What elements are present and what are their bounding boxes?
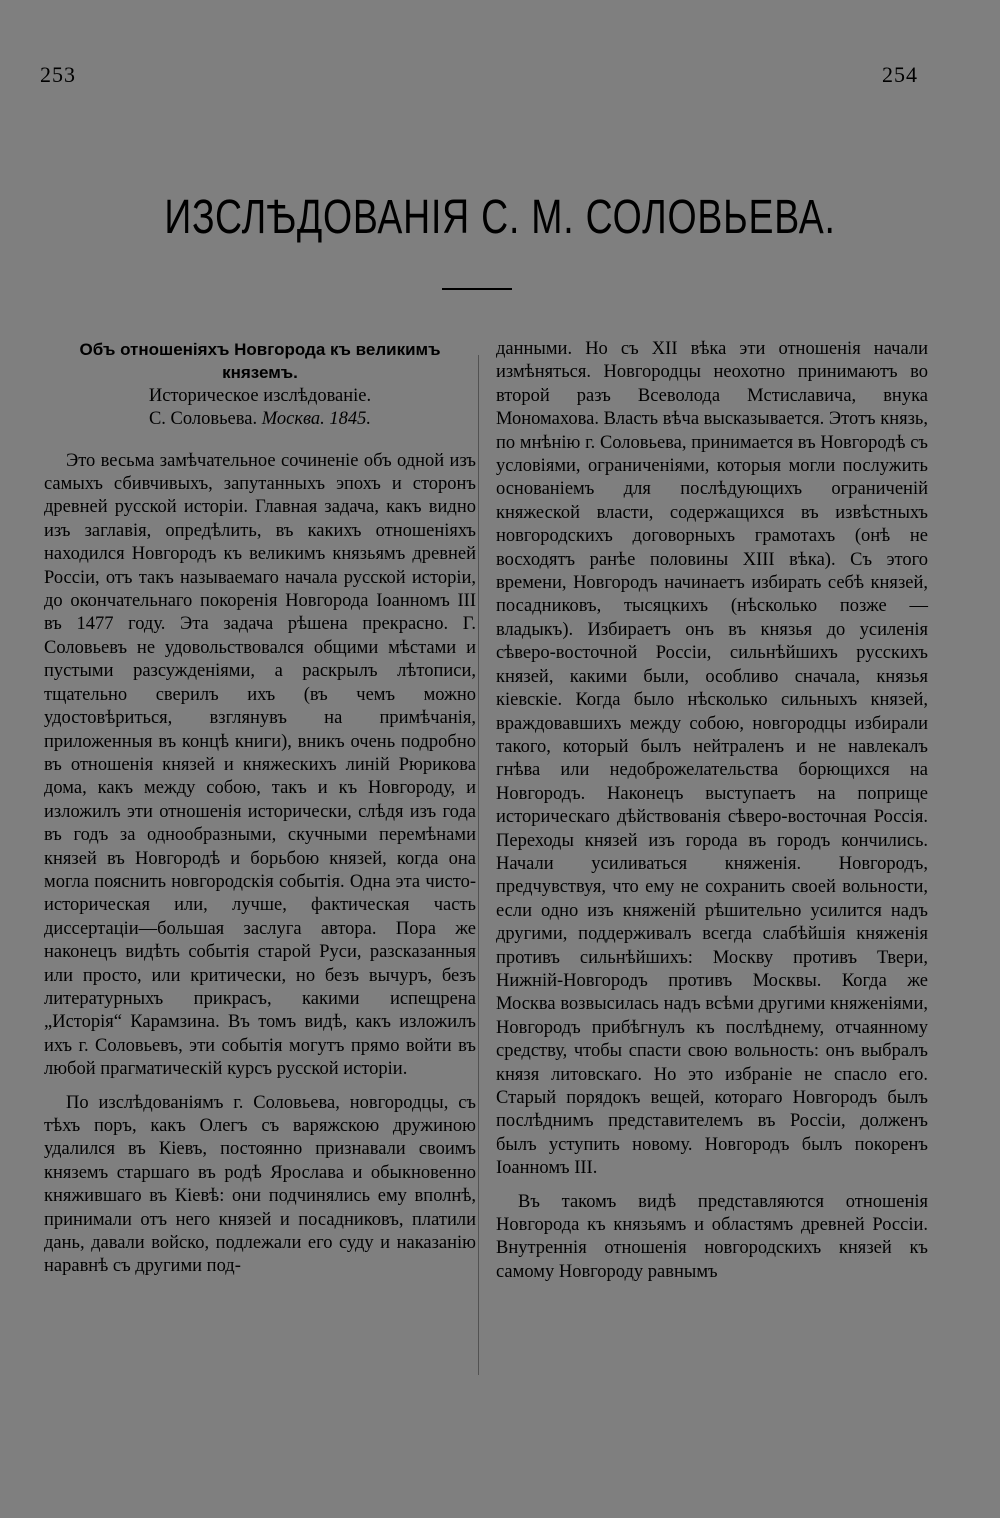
right-paragraph-1: данными. Но съ XII вѣка эти отношенія начали измѣняться. Новгородцы неохотно принимаютъ во второй разъ Всеволода Мстиславича, внука Мономахова. Власть вѣча высказывается. Этотъ князь, по мнѣнію г. Соловьева, принимается въ Новгородѣ съ условіями, ограниченіями, которыя могли послужить основаніемъ для послѣдующихъ ограниченій княжеской власти, содержащихся въ извѣстныхъ новгородскихъ договорныхъ грамотахъ (онѣ не восходятъ ранѣе половины XIII вѣка). Съ этого времени, Новгородъ начинаетъ избирать себѣ князей, посадниковъ, тысяцкихъ (нѣсколько позже — владыкъ). Избираетъ онъ въ князья до усиленія сѣверо-восточной Россіи, сильнѣйшихъ русскихъ князей, какими были, особливо сначала, князья кіевскіе. Когда было нѣсколько сильныхъ князей, враждовавшихъ между собою, новгородцы избирали такого, который былъ нейтраленъ и не навлекалъ гнѣва или недоброжелательства борющихся на Новгородъ. Наконецъ выступаетъ на поприще историческаго дѣйствованія сѣверо-восточная Россія. Переходы князей изъ города въ городъ кончились. Начали усиливаться княженія. Новгородъ, предчувствуя, что ему не сохранить своей вольности, если одно изъ княженій рѣшительно усилится надъ другими, поддерживалъ всегда слабѣйшія княженія противъ сильнѣйшихъ: Москву противъ Твери, Нижній-Новгородъ противъ Москвы. Когда же Москва возвысилась надъ всѣми другими княженіями, Новгородъ прибѣгнулъ къ послѣднему, отчаянному средству, чтобы спасти свою вольность: онъ выбралъ князя литовскаго. Но это избраніе не спасло его. Старый порядокъ вещей, котораго Новгородъ былъ послѣднимъ представителемъ въ Россіи, долженъ былъ уступить новому. Новгородъ былъ покоренъ Іоанномъ III. [496, 339, 928, 1179]
review-title: Объ отношеніяхъ Новгорода къ великимъ княземъ. [79, 340, 441, 383]
column-divider [478, 355, 479, 1375]
right-paragraph-2: Въ такомъ видѣ представляются отношенія Новгорода къ князьямъ и областямъ древней Россіи. Внутреннія отношенія новгородскихъ князей къ самому Новгороду равнымъ [496, 1191, 928, 1282]
left-paragraph-2: По изслѣдованіямъ г. Соловьева, новгородцы, съ тѣхъ поръ, какъ Олегъ съ варяжскою дружиною удалился въ Кіевъ, постоянно признавали своимъ княземъ старшаго въ родѣ Ярослава и обыкновенно княжившаго въ Кіевѣ: они подчинялись ему вполнѣ, принимали отъ него князей и посадниковъ, платили дань, давали войско, подлежали его суду и наказанію наравнѣ съ другими под- [44, 1092, 476, 1277]
review-place-year: Москва. 1845. [261, 409, 372, 430]
left-column [44, 338, 476, 1279]
page-heading: ИЗСЛѢДОВАНІЯ С. М. СОЛОВЬЕВА. [164, 191, 836, 244]
review-header [44, 338, 476, 432]
right-column [496, 338, 928, 1284]
review-author: С. Соловьева. [148, 409, 258, 430]
page-number-left: 253 [40, 62, 76, 87]
review-subtitle: Историческое изслѣдованіе. [148, 385, 372, 406]
page-number-right: 254 [882, 62, 918, 87]
heading-divider [442, 288, 512, 290]
left-paragraph-1: Это весьма замѣчательное сочиненіе объ одной изъ самыхъ сбивчивыхъ, запутанныхъ эпохъ и сторонъ древней русской исторіи. Главная задача, какъ видно изъ заглавія, опредѣлить, въ какихъ отношеніяхъ находился Новгородъ къ великимъ князьямъ древней Россіи, отъ такъ называемаго начала русской исторіи, до окончательнаго покоренія Новгорода Іоанномъ III въ 1477 году. Эта задача рѣшена прекрасно. Г. Соловьевъ не удовольствовался общими мѣстами и пустыми разсужденіями, а раскрылъ лѣтописи, тщательно сверилъ ихъ (въ чемъ можно удостовѣриться, взглянувъ на примѣчанія, приложенныя въ концѣ книги), вникъ очень подробно въ отношенія князей и княжескихъ линій Рюрикова дома, какъ между собою, такъ и къ Новгороду, и изложилъ эти отношенія исторически, слѣдя изъ года въ годъ за однообразными, скучными перемѣнами князей въ Новгородѣ и борьбою князей, когда она могла пояснить новгородскія событія. Одна эта чисто-историческая или, лучше, фактическая часть диссертаціи—большая заслуга автора. Пора же наконецъ видѣть событія старой Руси, разсказанныя или просто, или критически, но безъ вычуръ, безъ литературныхъ прикрасъ, какими испещрена „Исторія“ Карамзина. Въ томъ видѣ, какъ изложилъ ихъ г. Соловьевъ, эти событія могутъ прямо войти въ любой прагматическій курсъ русской исторіи. [44, 450, 476, 1080]
